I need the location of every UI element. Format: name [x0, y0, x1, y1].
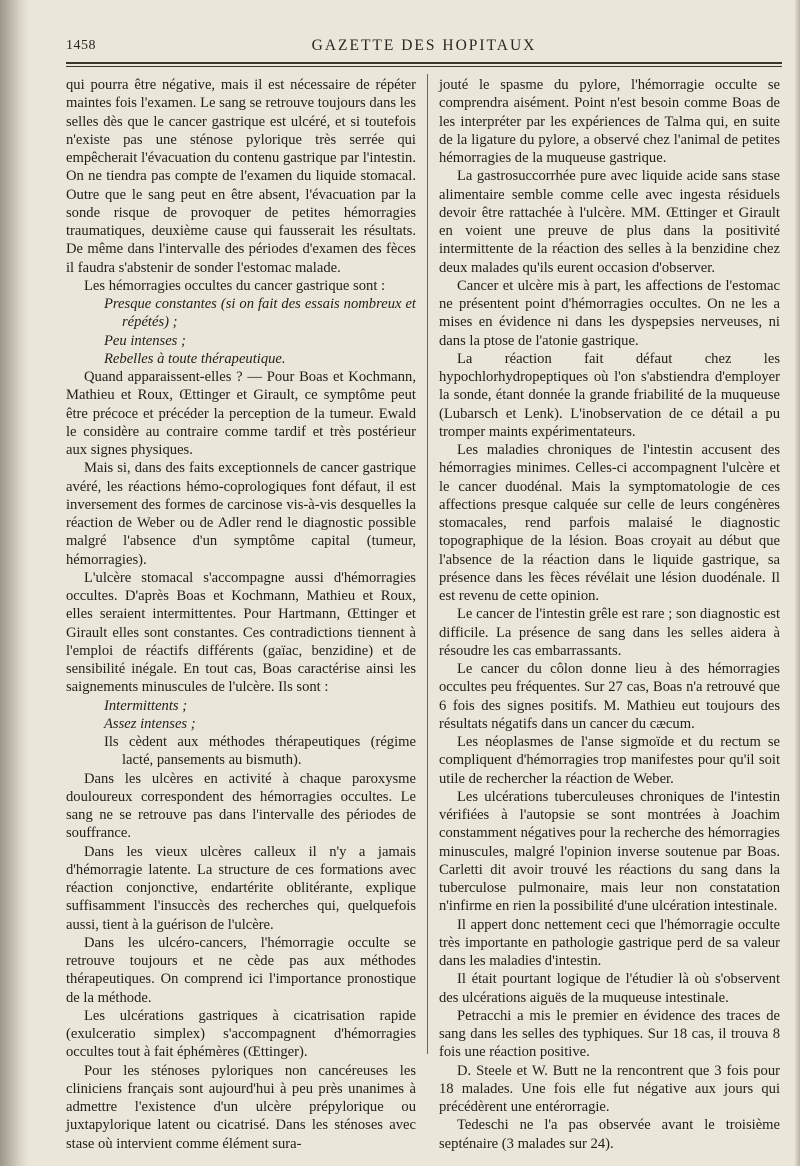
paragraph: Dans les ulcéro-cancers, l'hémorragie occulte se retrouve toujours et ne cède pas aux méthodes thérapeutiques. On comprend ici l'importance pronostique de la méthode. — [66, 934, 416, 1006]
paragraph: Les hémorragies occultes du cancer gastrique sont : — [84, 277, 386, 294]
paragraph: Mais si, dans des faits exceptionnels de cancer gastrique avéré, les réactions hémo-coprologiques font défaut, il est inversement des formes de carcinose vis-à-vis desquelles la réaction de Weber ou de Adler rend le diagnostic possible malgré l'absence d'un symptôme capital (tumeur, hémorragies). — [66, 460, 416, 568]
paragraph: Dans les vieux ulcères calleux il n'y a jamais d'hémorragie latente. La structure de ces formations avec réaction conjonctive, endartérite oblitérante, explique suffisamment l'insuccès des recherches qui, quelquefois aussi, tient à la guérison de l'ulcère. — [66, 843, 416, 933]
paragraph: Le cancer de l'intestin grêle est rare ; son diagnostic est difficile. La présence de sang dans les selles aidera à résoudre les cas embarrassants. — [439, 606, 780, 659]
paragraph: Les ulcérations tuberculeuses chroniques de l'intestin vérifiées à l'autopsie se sont montrées à Joachim constamment négatives pour la recherche des hémorragies minuscules, malgré l'opinion inverse soutenue par Boas. Carletti dit avoir trouvé les réactions du sang dans la tuberculose pulmonaire, mais leur non constatation n'infirme en rien la possibilité d'une ulcération intestinale. — [439, 788, 780, 915]
paragraph: Les ulcérations gastriques à cicatrisation rapide (exulceratio simplex) s'accompagnent d'hémorragies occultes tout à fait éphémères (Œttinger). — [66, 1007, 416, 1061]
paragraph: Les maladies chroniques de l'intestin accusent des hémorragies minimes. Celles-ci accompagnent l'ulcère et le cancer duodénal. Mais la symptomatologie de ces affections presque calquée sur celle de leurs congénères stomacales, rend parfois malaisé le diagnostic topographique de la lésion. Boas croyait au début que l'absence de la réaction dans le liquide gastrique, sa présence dans les fèces révélait une lésion duodénale. Il est revenu de cette opinion. — [439, 442, 780, 604]
running-head: GAZETTE DES HOPITAUX — [311, 37, 537, 54]
right-column — [439, 76, 780, 1153]
page-number: 1458 — [66, 38, 96, 53]
paragraph: D. Steele et W. Butt ne la rencontrent que 3 fois pour 18 malades. Une fois elle fut négative aux jours qui précédèrent une entérorragie. — [439, 1062, 780, 1115]
list-item: Presque constantes (si on fait des essais nombreux et répétés) ; — [104, 296, 416, 331]
paragraph: Quand apparaissent-elles ? — Pour Boas et Kochmann, Mathieu et Roux, Œttinger et Girault, ce symptôme peut être précoce et précéder la perception de la tumeur. Ewald le considère au contraire comme tardif et très postérieur aux signes physiques. — [66, 369, 416, 458]
page-header — [66, 34, 782, 58]
header-rule — [66, 62, 782, 64]
column-divider — [427, 74, 428, 1054]
paragraph: La gastrosuccorrhée pure avec liquide acide sans stase alimentaire semble comme celle avec ingesta résiduels devoir être rattachée à l'ulcère. MM. Œttinger et Girault en voient une preuve de plus dans la positivité intermittente de la réaction des selles à la benzidine chez deux malades qu'ils eurent occasion d'observer. — [439, 168, 780, 276]
paragraph: Pour les sténoses pyloriques non cancéreuses les cliniciens français sont aujourd'hui à peu près unanimes à admettre l'existence d'un ulcère prépylorique ou juxtapylorique latent ou cicatrisé. Dans les sténoses avec stase où intervient comme élément sura- — [66, 1062, 416, 1152]
paragraph: Tedeschi ne l'a pas observée avant le troisième septénaire (3 malades sur 24). — [439, 1117, 780, 1152]
list-item: Assez intenses ; — [104, 715, 196, 732]
paragraph: Cancer et ulcère mis à part, les affections de l'estomac ne présentent point d'hémorragies occultes. On ne les a mises en évidence ni dans les dyspepsies nerveuses, ni dans la ptose de l'atonie gastrique. — [439, 277, 780, 349]
paragraph: La réaction fait défaut chez les hypochlorhydropeptiques où l'on s'abstiendra d'employer la sonde, étant donnée la grande friabilité de la muqueuse (Lubarsch et Lenk). L'inobservation de ce détail a pu tromper maints expérimentateurs. — [439, 350, 780, 440]
paragraph: Dans les ulcères en activité à chaque paroxysme douloureux correspondent des hémorragies occultes. Le sang ne se retrouve pas dans l'intervalle des périodes de souffrance. — [66, 770, 416, 842]
paragraph: Les néoplasmes de l'anse sigmoïde et du rectum se compliquent d'hémorragies trop manifestes pour qu'il soit utile de rechercher la réaction de Weber. — [439, 734, 780, 787]
paragraph: jouté le spasme du pylore, l'hémorragie occulte se comprendra aisément. Point n'est besoin comme Boas de les interpréter par les expériences de Talma qui, en suite de la ligature du pylore, a observé chez l'animal de petites hémorragies de la muqueuse gastrique. — [439, 77, 780, 166]
paragraph: Il appert donc nettement ceci que l'hémorragie occulte très importante en pathologie gastrique perd de sa valeur dans les maladies d'intestin. — [439, 916, 780, 969]
paragraph: Le cancer du côlon donne lieu à des hémorragies occultes peu fréquentes. Sur 27 cas, Boas n'a retrouvé que 6 fois des signes positifs. M. Mathieu eut toujours des résultats négatifs dans un cancer du cæcum. — [439, 661, 780, 732]
header-rule-thin — [66, 66, 782, 67]
binding-shadow — [0, 0, 28, 1166]
paragraph: L'ulcère stomacal s'accompagne aussi d'hémorragies occultes. D'après Boas et Kochmann, Mathieu et Roux, elles seraient intermittentes. Pour Hartmann, Œttinger et Girault elles sont constantes. Ces contradictions tiennent à l'emploi de réactifs différents (gaïac, benzidine) et de sensibilité inégale. En tout cas, Boas caractérise ainsi les saignements minuscules de l'ulcère. Ils sont : — [66, 569, 416, 696]
list-item: Ils cèdent aux méthodes thérapeutiques (régime lacté, pansements au bismuth). — [104, 734, 416, 769]
paragraph: Petracchi a mis le premier en évidence des traces de sang dans les selles des typhiques. Sur 18 cas, il trouva 8 fois une réaction positive. — [439, 1007, 780, 1061]
left-column — [66, 76, 416, 1153]
list-item: Rebelles à toute thérapeutique. — [104, 350, 286, 367]
paragraph: Il était pourtant logique de l'étudier là où s'observent des ulcérations aiguës de la muqueuse intestinale. — [439, 971, 780, 1006]
page-edge-shadow — [794, 0, 800, 1166]
list-item: Intermittents ; — [104, 697, 188, 714]
list-item: Peu intenses ; — [104, 332, 186, 349]
paragraph: qui pourra être négative, mais il est nécessaire de répéter maintes fois l'examen. Le sang se retrouve toujours dans les selles dès que le cancer gastrique est ulcéré, et si toutefois n'existe pas une sténose pylorique très serrée qui empêcherait l'évacuation du contenu gastrique par l'intestin. On ne tiendra pas compte de l'examen du liquide stomacal. Outre que le sang peut en être absent, l'évacuation par la sonde risque de provoquer de petites hémorragies traumatiques, deuxième cause qui fausserait les résultats. De même dans l'intervalle des périodes d'examen des fèces il faudra s'abstenir de sonder l'estomac malade. — [66, 77, 416, 276]
